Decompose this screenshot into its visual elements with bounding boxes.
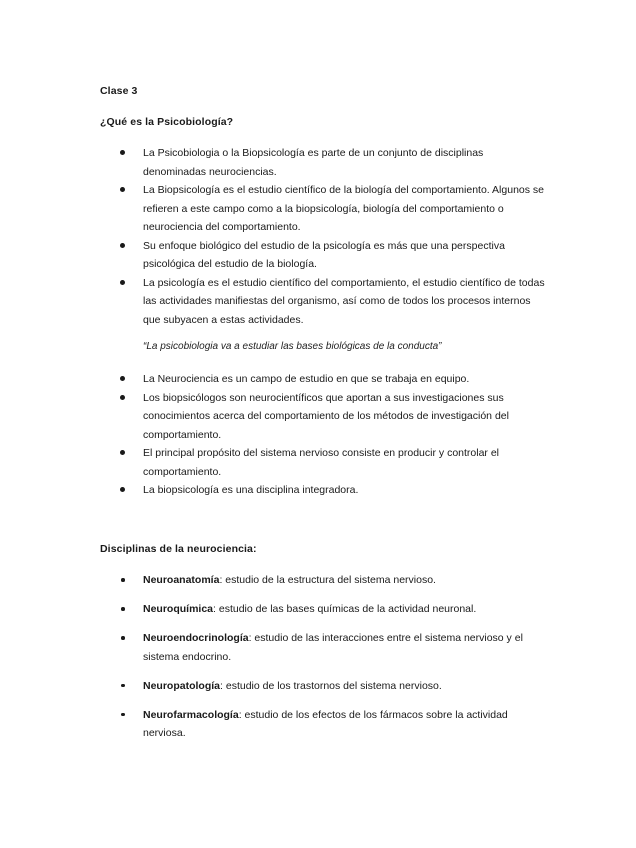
bullet-icon — [120, 395, 125, 400]
bullet-icon — [121, 713, 125, 717]
bullet-icon — [120, 280, 125, 285]
disciplines-list — [0, 571, 636, 743]
discipline-term: Neuroquímica — [143, 603, 214, 615]
discipline-desc: : estudio de los trastornos del sistema nervioso. — [220, 679, 442, 692]
bullet-icon — [121, 578, 125, 582]
question-heading: ¿Qué es la Psicobiología? — [100, 116, 234, 128]
bullet-icon — [121, 636, 125, 640]
list-item — [0, 237, 636, 274]
bullet-list-1 — [0, 144, 636, 329]
bullet-list-2 — [0, 370, 636, 500]
discipline-item — [0, 571, 636, 590]
bullet-icon — [120, 150, 125, 155]
discipline-term: Neurofarmacología — [143, 708, 239, 721]
list-item-text: El principal propósito del sistema nervioso consiste en producir y controlar el comportamiento. — [143, 447, 500, 478]
bullet-icon — [120, 450, 125, 455]
list-item — [0, 481, 636, 500]
discipline-term: Neuropatología — [143, 679, 221, 692]
list-item-text: Su enfoque biológico del estudio de la psicología es más que una perspectiva psicológica del estudio de la biología. — [143, 239, 505, 270]
bullet-icon — [121, 607, 125, 611]
list-item-text: La Psicobiologia o la Biopsicología es parte de un conjunto de disciplinas denominadas neurociencias. — [143, 147, 484, 178]
discipline-desc: : estudio de las bases químicas de la actividad neuronal. — [213, 603, 477, 615]
discipline-term: Neuroanatomía — [143, 574, 220, 586]
discipline-item — [0, 600, 636, 619]
list-item-text: La psicología es el estudio científico del comportamiento, el estudio científico de todas las actividades manifiestas del organismo, así como de todos los procesos internos que subyacen a estas actividades. — [143, 276, 545, 326]
bullet-icon — [120, 187, 125, 192]
bullet-icon — [120, 376, 125, 381]
list-item — [0, 389, 636, 445]
list-item — [0, 181, 636, 237]
discipline-term: Neuroendocrinología — [143, 632, 249, 644]
list-item — [0, 274, 636, 330]
discipline-desc: : estudio de las interacciones entre el sistema nervioso y el sistema endocrino. — [143, 632, 523, 663]
list-item-text: Los biopsicólogos son neurocientíficos que aportan a sus investigaciones sus conocimientos acerca del comportamiento de los métodos de investigación del comportamiento. — [143, 391, 509, 441]
discipline-item — [0, 677, 636, 696]
class-title: Clase 3 — [100, 85, 138, 97]
bullet-icon — [120, 243, 125, 248]
list-item-text: La Biopsicología es el estudio científico de la biología del comportamiento. Algunos se refieren a este campo como a la biopsicología, biología del comportamiento o neurociencia del comportamiento. — [143, 184, 544, 233]
discipline-item — [0, 706, 636, 743]
list-item-text: La Neurociencia es un campo de estudio en que se trabaja en equipo. — [143, 373, 470, 385]
bullet-icon — [120, 487, 125, 492]
list-item — [0, 444, 636, 481]
discipline-desc: : estudio de los efectos de los fármacos sobre la actividad nerviosa. — [143, 708, 508, 739]
list-item — [0, 370, 636, 389]
list-item-text: La biopsicología es una disciplina integradora. — [143, 484, 359, 496]
list-item — [0, 144, 636, 181]
disciplines-heading: Disciplinas de la neurociencia: — [100, 543, 257, 555]
bullet-icon — [121, 684, 125, 688]
discipline-item — [0, 629, 636, 666]
discipline-desc: : estudio de la estructura del sistema nervioso. — [219, 574, 436, 586]
quote-text: “La psicobiologia va a estudiar las bases biológicas de la conducta” — [143, 341, 442, 352]
